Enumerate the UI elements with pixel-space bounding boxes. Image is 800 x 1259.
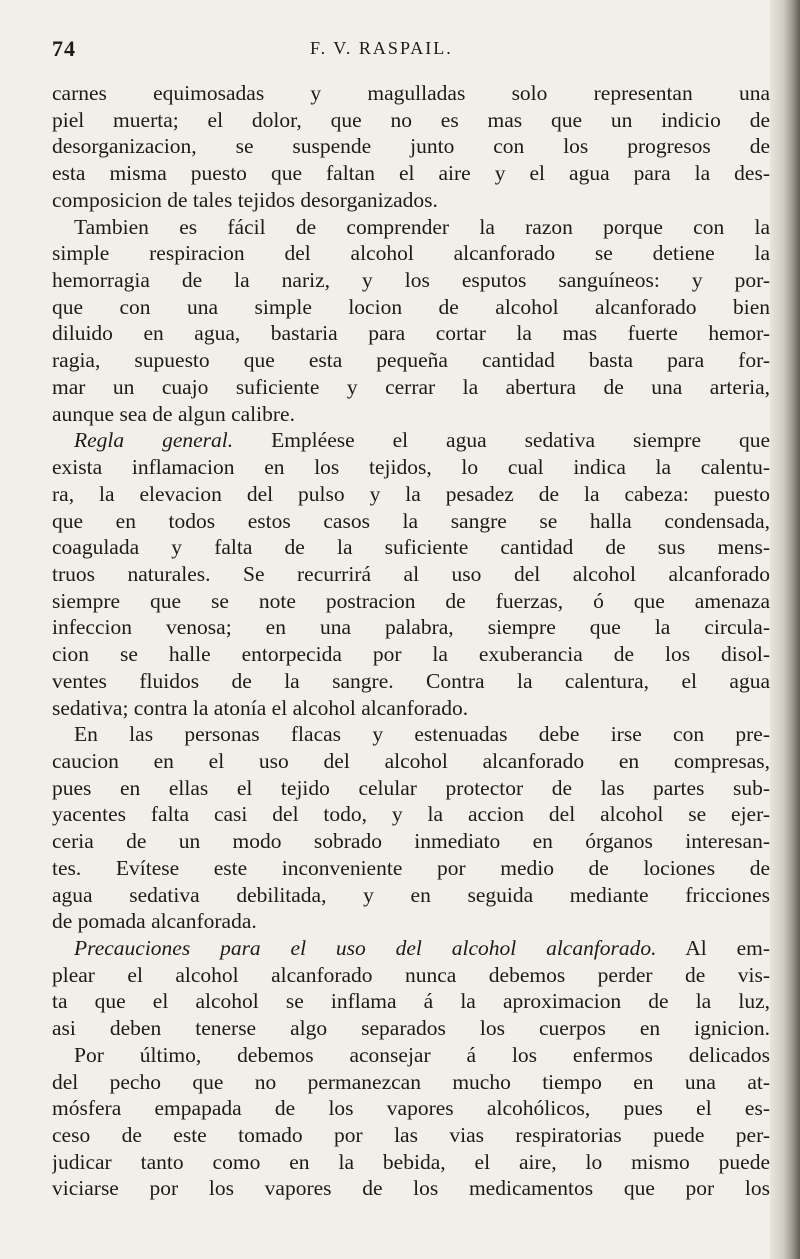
text-line: infeccion venosa; en una palabra, siempre que la circula- [52, 615, 770, 640]
text-line: plear el alcohol alcanforado nunca debemos perder de vis- [52, 962, 770, 987]
section-heading: Precauciones para el uso del alcohol alcanforado. [74, 936, 657, 960]
text-line [52, 427, 770, 454]
text-line: viciarse por los vapores de los medicamentos que por los [52, 1176, 770, 1201]
text-line: Tambien es fácil de comprender la razon porque con la [74, 214, 770, 239]
text-line: sedativa; contra la atonía el alcohol alcanforado. [52, 695, 469, 720]
text-line: pues en ellas el tejido celular protector de las partes sub- [52, 775, 770, 800]
text-line: desorganizacion, se suspende junto con los progresos de [52, 134, 770, 159]
text-line: Por último, debemos aconsejar á los enfermos delicados [74, 1042, 770, 1067]
text-line: composicion de tales tejidos desorganizados. [52, 187, 438, 212]
text-line: simple respiracion del alcohol alcanforado se detiene la [52, 241, 770, 266]
text-line: mar un cuajo suficiente y cerrar la abertura de una arteria, [52, 374, 770, 399]
text-line: asi deben tenerse algo separados los cuerpos en ignicion. [52, 1016, 770, 1041]
text-line: yacentes falta casi del todo, y la accion del alcohol se ejer- [52, 802, 770, 827]
text-line: esta misma puesto que faltan el aire y el agua para la des- [52, 161, 770, 186]
text-line: diluido en agua, bastaria para cortar la mas fuerte hemor- [52, 321, 770, 346]
text-line: tes. Evítese este inconveniente por medio de lociones de [52, 855, 770, 880]
text-line: judicar tanto como en la bebida, el aire, lo mismo puede [52, 1149, 770, 1174]
text-span: Al em- [656, 936, 770, 960]
text-line [52, 935, 770, 962]
text-line: agua sedativa debilitada, y en seguida mediante fricciones [52, 882, 770, 907]
text-line: ragia, supuesto que esta pequeña cantidad basta para for- [52, 348, 770, 373]
text-line: de pomada alcanforada. [52, 909, 257, 934]
text-line: ceria de un modo sobrado inmediato en órganos interesan- [52, 829, 770, 854]
text-line: exista inflamacion en los tejidos, lo cual indica la calentu- [52, 455, 770, 480]
text-line: ceso de este tomado por las vias respiratorias puede per- [52, 1123, 770, 1148]
text-line: que con una simple locion de alcohol alcanforado bien [52, 294, 770, 319]
text-line: siempre que se note postracion de fuerzas, ó que amenaza [52, 588, 770, 613]
text-line: que en todos estos casos la sangre se halla condensada, [52, 508, 770, 533]
text-line: caucion en el uso del alcohol alcanforado en compresas, [52, 748, 770, 773]
page-number: 74 [52, 36, 76, 61]
body-text [52, 80, 770, 1202]
text-line: aunque sea de algun calibre. [52, 401, 295, 426]
text-line: cion se halle entorpecida por la exuberancia de los disol- [52, 642, 770, 667]
running-head [0, 36, 800, 66]
text-span: Empléese el agua sedativa siempre que [233, 428, 770, 453]
text-line: ta que el alcohol se inflama á la aproximacion de la luz, [52, 989, 770, 1014]
text-line: carnes equimosadas y magulladas solo representan una [52, 81, 770, 105]
text-line: coagulada y falta de la suficiente cantidad de sus mens- [52, 535, 770, 560]
text-line: ra, la elevacion del pulso y la pesadez de la cabeza: puesto [52, 481, 770, 506]
page-edge-shadow [770, 0, 800, 1259]
text-line: hemorragia de la nariz, y los esputos sanguíneos: y por- [52, 268, 770, 293]
text-line: del pecho que no permanezcan mucho tiempo en una at- [52, 1069, 770, 1094]
running-title: F. V. RASPAIL. [310, 38, 453, 58]
text-line: ventes fluidos de la sangre. Contra la calentura, el agua [52, 668, 770, 693]
text-line: En las personas flacas y estenuadas debe irse con pre- [74, 722, 770, 747]
text-line: mósfera empapada de los vapores alcohólicos, pues el es- [52, 1096, 770, 1121]
text-line: piel muerta; el dolor, que no es mas que un indicio de [52, 107, 770, 132]
text-line: truos naturales. Se recurrirá al uso del alcohol alcanforado [52, 561, 770, 586]
section-heading: Regla general. [74, 428, 234, 453]
